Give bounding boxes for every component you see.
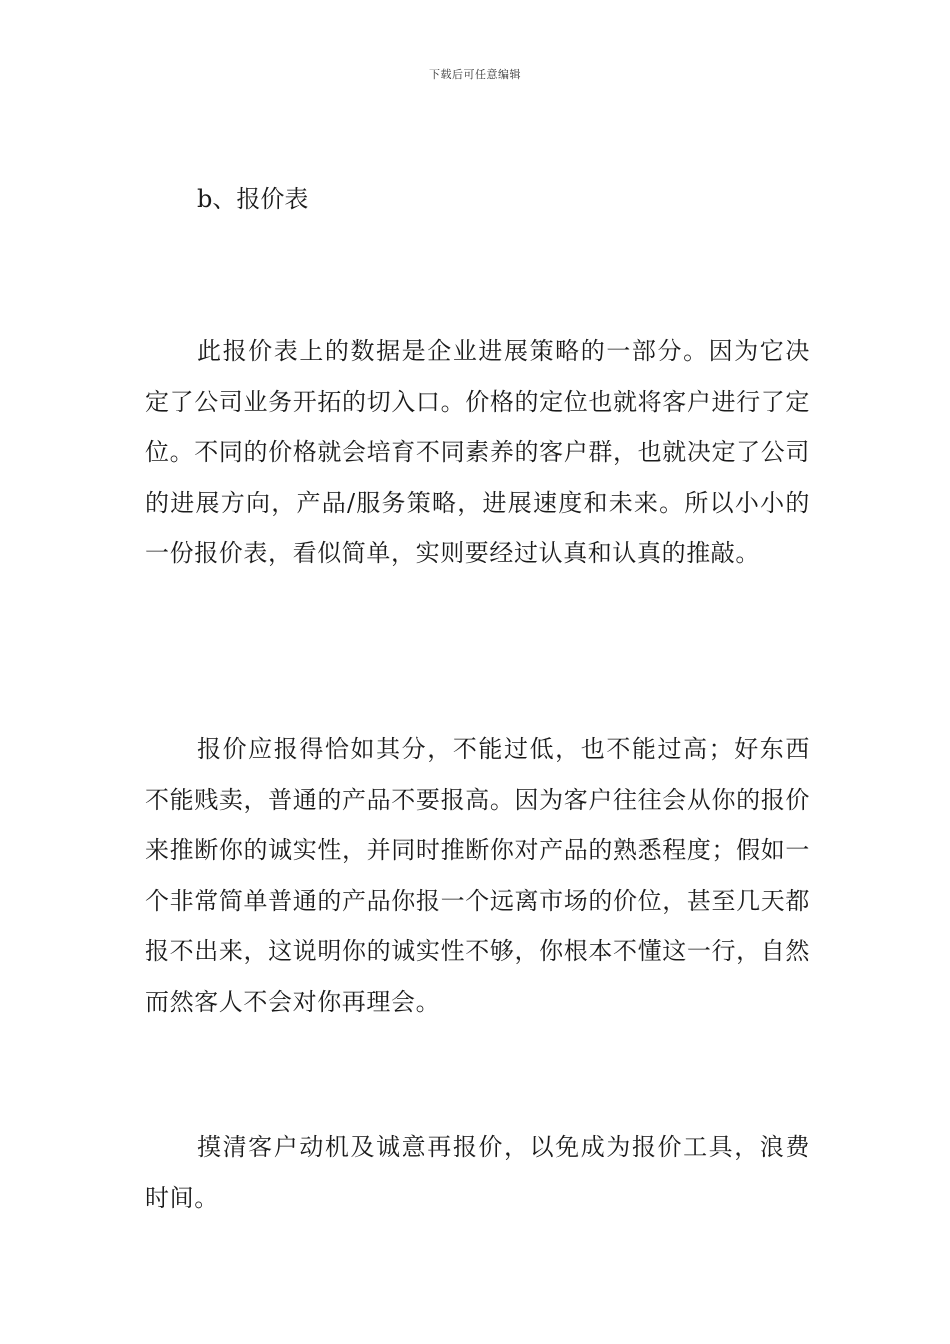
paragraph-quote-pricing: 报价应报得恰如其分，不能过低，也不能过高；好东西不能贱卖，普通的产品不要报高。因为客户往往会从你的报价来推断你的诚实性，并同时推断你对产品的熟悉程度；假如一个非常简单普通的产品你报一个远离市场的价位，甚至几天都报不出来，这说明你的诚实性不够，你根本不懂这一行，自然而然客人不会对你再理会。 — [145, 735, 810, 1016]
paragraph-quote-strategy: 此报价表上的数据是企业进展策略的一部分。因为它决定了公司业务开拓的切入口。价格的定位也就将客户进行了定位。不同的价格就会培育不同素养的客户群，也就决定了公司的进展方向，产品/服务策略，进展速度和未来。所以小小的一份报价表，看似简单，实则要经过认真和认真的推敲。 — [145, 337, 810, 568]
section-heading: b、报价表 — [197, 185, 309, 213]
paragraph-quote-motive: 摸清客户动机及诚意再报价，以免成为报价工具，浪费时间。 — [145, 1133, 810, 1212]
page-header-note: 下载后可任意编辑 — [429, 68, 521, 81]
